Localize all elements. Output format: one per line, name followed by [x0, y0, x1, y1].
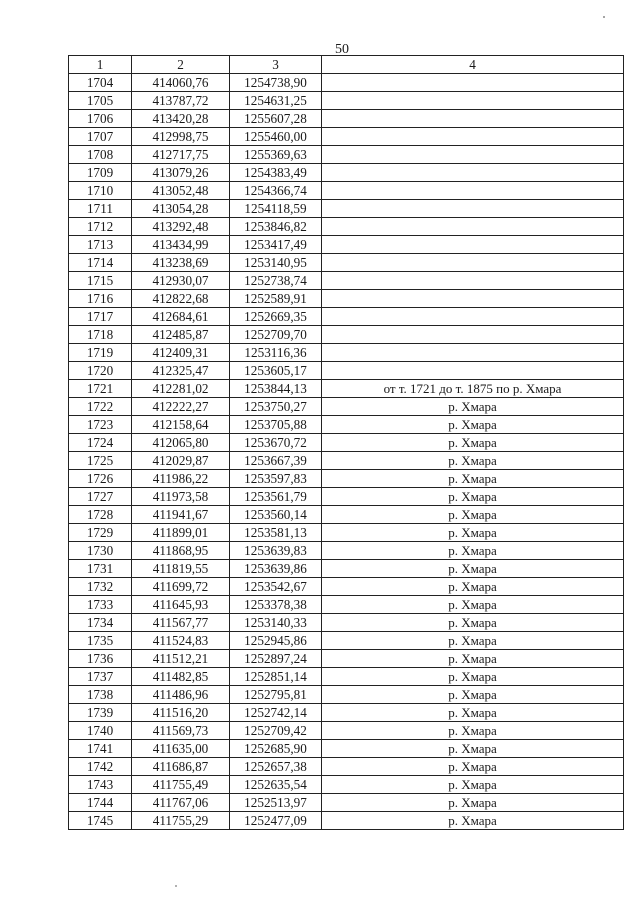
- table-row: [69, 434, 624, 452]
- y-coordinate-cell: 1252669,35: [230, 308, 322, 326]
- point-number-cell: 1704: [69, 74, 132, 92]
- point-number-cell: 1730: [69, 542, 132, 560]
- y-coordinate-cell: 1253140,33: [230, 614, 322, 632]
- table-row: [69, 758, 624, 776]
- y-coordinate-cell: 1253639,83: [230, 542, 322, 560]
- y-coordinate-cell: 1253844,13: [230, 380, 322, 398]
- description-cell: р. Хмара: [322, 452, 624, 470]
- x-coordinate-cell: 411686,87: [132, 758, 230, 776]
- x-coordinate-cell: 412029,87: [132, 452, 230, 470]
- description-cell: р. Хмара: [322, 614, 624, 632]
- point-number-cell: 1718: [69, 326, 132, 344]
- description-cell: [322, 164, 624, 182]
- table-row: [69, 74, 624, 92]
- x-coordinate-cell: 413420,28: [132, 110, 230, 128]
- table-row: [69, 164, 624, 182]
- y-coordinate-cell: 1254366,74: [230, 182, 322, 200]
- table-row: [69, 470, 624, 488]
- table-row: [69, 326, 624, 344]
- point-number-cell: 1744: [69, 794, 132, 812]
- x-coordinate-cell: 411486,96: [132, 686, 230, 704]
- description-cell: р. Хмара: [322, 794, 624, 812]
- table-row: [69, 200, 624, 218]
- point-number-cell: 1735: [69, 632, 132, 650]
- x-coordinate-cell: 411635,00: [132, 740, 230, 758]
- x-coordinate-cell: 412485,87: [132, 326, 230, 344]
- point-number-cell: 1742: [69, 758, 132, 776]
- x-coordinate-cell: 412222,27: [132, 398, 230, 416]
- y-coordinate-cell: 1254383,49: [230, 164, 322, 182]
- y-coordinate-cell: 1253750,27: [230, 398, 322, 416]
- scan-speck: [175, 885, 177, 887]
- point-number-cell: 1739: [69, 704, 132, 722]
- table-row: [69, 110, 624, 128]
- table-row: [69, 740, 624, 758]
- x-coordinate-cell: 411868,95: [132, 542, 230, 560]
- y-coordinate-cell: 1253116,36: [230, 344, 322, 362]
- y-coordinate-cell: 1253542,67: [230, 578, 322, 596]
- table-row: [69, 776, 624, 794]
- table-row: [69, 452, 624, 470]
- description-cell: р. Хмара: [322, 758, 624, 776]
- y-coordinate-cell: 1253705,88: [230, 416, 322, 434]
- x-coordinate-cell: 411645,93: [132, 596, 230, 614]
- table-row: [69, 686, 624, 704]
- table-row: [69, 488, 624, 506]
- point-number-cell: 1710: [69, 182, 132, 200]
- description-cell: р. Хмара: [322, 470, 624, 488]
- table-row: [69, 614, 624, 632]
- y-coordinate-cell: 1252477,09: [230, 812, 322, 830]
- x-coordinate-cell: 411755,29: [132, 812, 230, 830]
- y-coordinate-cell: 1253846,82: [230, 218, 322, 236]
- y-coordinate-cell: 1252945,86: [230, 632, 322, 650]
- x-coordinate-cell: 411699,72: [132, 578, 230, 596]
- point-number-cell: 1741: [69, 740, 132, 758]
- description-cell: р. Хмара: [322, 542, 624, 560]
- x-coordinate-cell: 411819,55: [132, 560, 230, 578]
- description-cell: р. Хмара: [322, 398, 624, 416]
- point-number-cell: 1720: [69, 362, 132, 380]
- description-cell: р. Хмара: [322, 704, 624, 722]
- x-coordinate-cell: 411973,58: [132, 488, 230, 506]
- y-coordinate-cell: 1252709,42: [230, 722, 322, 740]
- table-row: [69, 524, 624, 542]
- point-number-cell: 1734: [69, 614, 132, 632]
- point-number-cell: 1712: [69, 218, 132, 236]
- table-row: [69, 290, 624, 308]
- x-coordinate-cell: 413434,99: [132, 236, 230, 254]
- y-coordinate-cell: 1254118,59: [230, 200, 322, 218]
- description-cell: р. Хмара: [322, 740, 624, 758]
- description-cell: [322, 146, 624, 164]
- y-coordinate-cell: 1253378,38: [230, 596, 322, 614]
- x-coordinate-cell: 412684,61: [132, 308, 230, 326]
- point-number-cell: 1738: [69, 686, 132, 704]
- description-cell: [322, 110, 624, 128]
- header-row: [69, 56, 624, 74]
- description-cell: р. Хмара: [322, 632, 624, 650]
- y-coordinate-cell: 1253639,86: [230, 560, 322, 578]
- y-coordinate-cell: 1252635,54: [230, 776, 322, 794]
- x-coordinate-cell: 413238,69: [132, 254, 230, 272]
- description-cell: [322, 236, 624, 254]
- table-row: [69, 236, 624, 254]
- header-y-coordinate: 3: [230, 56, 322, 74]
- description-cell: [322, 200, 624, 218]
- description-cell: [322, 308, 624, 326]
- table-row: [69, 308, 624, 326]
- table-row: [69, 398, 624, 416]
- y-coordinate-cell: 1253667,39: [230, 452, 322, 470]
- description-cell: р. Хмара: [322, 668, 624, 686]
- x-coordinate-cell: 413079,26: [132, 164, 230, 182]
- table-row: [69, 128, 624, 146]
- point-number-cell: 1727: [69, 488, 132, 506]
- x-coordinate-cell: 414060,76: [132, 74, 230, 92]
- point-number-cell: 1725: [69, 452, 132, 470]
- y-coordinate-cell: 1252795,81: [230, 686, 322, 704]
- description-cell: [322, 290, 624, 308]
- point-number-cell: 1723: [69, 416, 132, 434]
- table-row: [69, 596, 624, 614]
- point-number-cell: 1722: [69, 398, 132, 416]
- table-row: [69, 722, 624, 740]
- table-row: [69, 272, 624, 290]
- description-cell: [322, 92, 624, 110]
- point-number-cell: 1743: [69, 776, 132, 794]
- x-coordinate-cell: 412325,47: [132, 362, 230, 380]
- table-row: [69, 254, 624, 272]
- y-coordinate-cell: 1252742,14: [230, 704, 322, 722]
- header-description: 4: [322, 56, 624, 74]
- y-coordinate-cell: 1252897,24: [230, 650, 322, 668]
- description-cell: от т. 1721 до т. 1875 по р. Хмара: [322, 380, 624, 398]
- page-number: 50: [335, 42, 349, 57]
- point-number-cell: 1740: [69, 722, 132, 740]
- y-coordinate-cell: 1253417,49: [230, 236, 322, 254]
- point-number-cell: 1733: [69, 596, 132, 614]
- description-cell: [322, 272, 624, 290]
- point-number-cell: 1716: [69, 290, 132, 308]
- description-cell: р. Хмара: [322, 722, 624, 740]
- description-cell: р. Хмара: [322, 812, 624, 830]
- x-coordinate-cell: 411767,06: [132, 794, 230, 812]
- point-number-cell: 1728: [69, 506, 132, 524]
- table-row: [69, 542, 624, 560]
- point-number-cell: 1736: [69, 650, 132, 668]
- x-coordinate-cell: 411899,01: [132, 524, 230, 542]
- x-coordinate-cell: 411569,73: [132, 722, 230, 740]
- x-coordinate-cell: 411524,83: [132, 632, 230, 650]
- coordinates-table: [68, 55, 624, 830]
- point-number-cell: 1726: [69, 470, 132, 488]
- point-number-cell: 1729: [69, 524, 132, 542]
- x-coordinate-cell: 411986,22: [132, 470, 230, 488]
- y-coordinate-cell: 1253581,13: [230, 524, 322, 542]
- description-cell: [322, 74, 624, 92]
- table-row: [69, 578, 624, 596]
- y-coordinate-cell: 1255369,63: [230, 146, 322, 164]
- point-number-cell: 1705: [69, 92, 132, 110]
- description-cell: р. Хмара: [322, 560, 624, 578]
- description-cell: [322, 362, 624, 380]
- x-coordinate-cell: 411567,77: [132, 614, 230, 632]
- table-row: [69, 416, 624, 434]
- description-cell: [322, 182, 624, 200]
- description-cell: р. Хмара: [322, 434, 624, 452]
- table-row: [69, 668, 624, 686]
- table-body: [69, 74, 624, 830]
- x-coordinate-cell: 412065,80: [132, 434, 230, 452]
- table-row: [69, 704, 624, 722]
- x-coordinate-cell: 412158,64: [132, 416, 230, 434]
- x-coordinate-cell: 412409,31: [132, 344, 230, 362]
- point-number-cell: 1715: [69, 272, 132, 290]
- y-coordinate-cell: 1252685,90: [230, 740, 322, 758]
- x-coordinate-cell: 411516,20: [132, 704, 230, 722]
- y-coordinate-cell: 1252657,38: [230, 758, 322, 776]
- y-coordinate-cell: 1252589,91: [230, 290, 322, 308]
- description-cell: [322, 218, 624, 236]
- table-row: [69, 218, 624, 236]
- description-cell: р. Хмара: [322, 776, 624, 794]
- x-coordinate-cell: 411512,21: [132, 650, 230, 668]
- table-row: [69, 182, 624, 200]
- description-cell: р. Хмара: [322, 506, 624, 524]
- x-coordinate-cell: 412281,02: [132, 380, 230, 398]
- x-coordinate-cell: 413052,48: [132, 182, 230, 200]
- header-point-number: 1: [69, 56, 132, 74]
- y-coordinate-cell: 1253605,17: [230, 362, 322, 380]
- x-coordinate-cell: 412717,75: [132, 146, 230, 164]
- point-number-cell: 1714: [69, 254, 132, 272]
- description-cell: р. Хмара: [322, 524, 624, 542]
- description-cell: р. Хмара: [322, 488, 624, 506]
- y-coordinate-cell: 1253140,95: [230, 254, 322, 272]
- description-cell: [322, 254, 624, 272]
- description-cell: р. Хмара: [322, 650, 624, 668]
- point-number-cell: 1737: [69, 668, 132, 686]
- x-coordinate-cell: 411482,85: [132, 668, 230, 686]
- table-row: [69, 506, 624, 524]
- table-row: [69, 344, 624, 362]
- y-coordinate-cell: 1255460,00: [230, 128, 322, 146]
- y-coordinate-cell: 1252709,70: [230, 326, 322, 344]
- description-cell: р. Хмара: [322, 686, 624, 704]
- point-number-cell: 1711: [69, 200, 132, 218]
- point-number-cell: 1724: [69, 434, 132, 452]
- description-cell: [322, 344, 624, 362]
- table-row: [69, 794, 624, 812]
- point-number-cell: 1732: [69, 578, 132, 596]
- y-coordinate-cell: 1253561,79: [230, 488, 322, 506]
- description-cell: р. Хмара: [322, 416, 624, 434]
- point-number-cell: 1708: [69, 146, 132, 164]
- x-coordinate-cell: 412930,07: [132, 272, 230, 290]
- description-cell: р. Хмара: [322, 596, 624, 614]
- point-number-cell: 1719: [69, 344, 132, 362]
- point-number-cell: 1745: [69, 812, 132, 830]
- point-number-cell: 1731: [69, 560, 132, 578]
- y-coordinate-cell: 1253560,14: [230, 506, 322, 524]
- table-header: [69, 56, 624, 74]
- y-coordinate-cell: 1253670,72: [230, 434, 322, 452]
- scan-speck: [603, 16, 605, 18]
- x-coordinate-cell: 413292,48: [132, 218, 230, 236]
- table-row: [69, 146, 624, 164]
- y-coordinate-cell: 1255607,28: [230, 110, 322, 128]
- description-cell: [322, 128, 624, 146]
- y-coordinate-cell: 1253597,83: [230, 470, 322, 488]
- x-coordinate-cell: 411755,49: [132, 776, 230, 794]
- table-row: [69, 380, 624, 398]
- y-coordinate-cell: 1254738,90: [230, 74, 322, 92]
- y-coordinate-cell: 1254631,25: [230, 92, 322, 110]
- y-coordinate-cell: 1252851,14: [230, 668, 322, 686]
- point-number-cell: 1709: [69, 164, 132, 182]
- x-coordinate-cell: 413054,28: [132, 200, 230, 218]
- point-number-cell: 1721: [69, 380, 132, 398]
- x-coordinate-cell: 411941,67: [132, 506, 230, 524]
- table-row: [69, 362, 624, 380]
- table-row: [69, 650, 624, 668]
- y-coordinate-cell: 1252738,74: [230, 272, 322, 290]
- x-coordinate-cell: 412822,68: [132, 290, 230, 308]
- x-coordinate-cell: 413787,72: [132, 92, 230, 110]
- table-row: [69, 92, 624, 110]
- description-cell: р. Хмара: [322, 578, 624, 596]
- point-number-cell: 1717: [69, 308, 132, 326]
- description-cell: [322, 326, 624, 344]
- table-row: [69, 560, 624, 578]
- x-coordinate-cell: 412998,75: [132, 128, 230, 146]
- table-row: [69, 632, 624, 650]
- point-number-cell: 1713: [69, 236, 132, 254]
- header-x-coordinate: 2: [132, 56, 230, 74]
- point-number-cell: 1707: [69, 128, 132, 146]
- point-number-cell: 1706: [69, 110, 132, 128]
- table-row: [69, 812, 624, 830]
- y-coordinate-cell: 1252513,97: [230, 794, 322, 812]
